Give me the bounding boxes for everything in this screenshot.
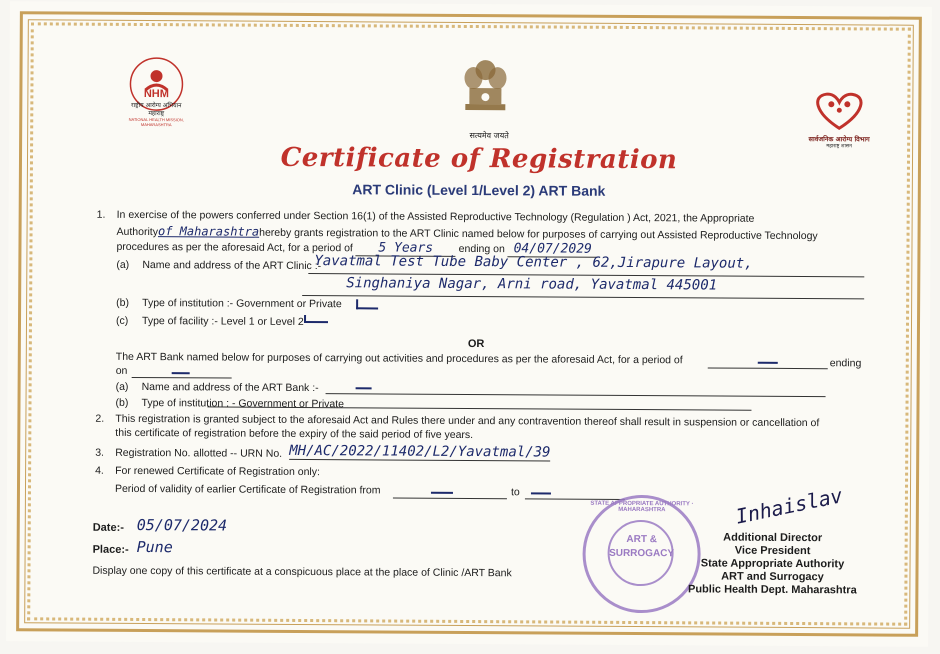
c-text: Type of facility :- Level 1 or Level 2 [141, 315, 304, 328]
p1-period-handwritten: 5 Years [356, 241, 456, 257]
signatory-line5: Public Health Dept. Maharashtra [687, 583, 857, 597]
signatory-line1: Additional Director [723, 531, 823, 545]
p3-text: Registration No. allotted -- URN No. [115, 446, 283, 460]
p1-number: 1. [96, 208, 106, 221]
clinic-name-handwritten: Yavatmal Test Tube Baby Center , 62,Jirapure Layout, [314, 253, 753, 272]
bb-label: (b) [115, 396, 129, 409]
p4-line2: Period of validity of earlier Certificate of Registration from [114, 482, 381, 497]
display-note: Display one copy of this certificate at a conspicuous place at the place of Clinic /ART Bank [92, 564, 512, 580]
p3-number: 3. [95, 446, 105, 459]
public-health-logo [804, 88, 874, 152]
nhm-logo [121, 54, 191, 128]
certificate-sheet [6, 1, 932, 647]
p1-period-label: procedures as per the aforesaid Act, for a period of [116, 240, 353, 255]
or-divider: OR [467, 337, 485, 351]
bank-line1: The ART Bank named below for purposes of carrying out activities and procedures as per the aforesaid Act, for a period of [115, 350, 683, 367]
signature-handwritten: Inhaislav [733, 483, 845, 529]
p1-authority-handwritten: of Maharashtra [157, 224, 260, 239]
bb-text: Type of institution : - Government or Private [141, 397, 345, 411]
place-handwritten: Pune [136, 537, 173, 557]
ba-label: (a) [115, 380, 129, 393]
p1-ending-handwritten: 04/07/2029 [508, 242, 598, 258]
bank-ending-label: ending [829, 357, 862, 370]
stamp-center-line1: ART & [626, 533, 658, 546]
signatory-line4: ART and Surrogacy [721, 570, 824, 584]
validity-to-dash [531, 492, 551, 494]
p2-number: 2. [95, 412, 105, 425]
signatory-line2: Vice President [734, 544, 811, 558]
certificate-subtitle: ART Clinic (Level 1/Level 2) ART Bank [352, 181, 606, 199]
stamp-center-line2: SURROGACY [609, 547, 675, 560]
bank-name-dash [356, 387, 372, 389]
level2-check-mark [304, 315, 328, 323]
date-handwritten: 05/07/2024 [136, 515, 228, 535]
bank-on-label: on [115, 364, 128, 377]
emblem-motto: सत्यमेव जयते [469, 130, 509, 141]
validity-from-dash [431, 492, 453, 494]
a-text: Name and address of the ART Clinic :- [142, 259, 322, 273]
public-health-logo-text: सार्वजनिक आरोग्य विभाग [808, 135, 870, 144]
p1-ending-label: ending on [458, 242, 505, 256]
bank-on-dash [172, 372, 190, 374]
p2-line2: this certificate of registration before the expiry of the said period of five years. [115, 426, 474, 442]
p4-line1: For renewed Certificate of Registration only: [115, 464, 320, 479]
signatory-line3: State Appropriate Authority [700, 557, 845, 571]
nhm-logo-text: NHM [143, 88, 169, 101]
bank-period-dash [758, 362, 778, 364]
p1-line2-rest: hereby grants registration to the ART Clinic named below for purposes of carrying out Assisted Reproductive Technology [259, 226, 818, 243]
ba-text: Name and address of the ART Bank :- [141, 381, 319, 395]
date-label: Date:- [92, 521, 124, 534]
certificate-title: Certificate of Registration [280, 142, 678, 176]
b-text: Type of institution :- Government or Private [142, 297, 342, 311]
place-label: Place:- [92, 543, 129, 556]
clinic-address-handwritten: Singhaniya Nagar, Arni road, Yavatmal 445001 [346, 275, 718, 294]
urn-number-handwritten: MH/AC/2022/11402/L2/Yavatmal/39 [289, 442, 551, 461]
c-label: (c) [115, 314, 129, 327]
b-label: (b) [116, 296, 130, 309]
signatory-block [682, 531, 862, 597]
nhm-logo-subtext: राष्ट्रीय आरोग्य अभियान [131, 101, 182, 110]
private-check-mark [356, 299, 378, 309]
p1-line1: In exercise of the powers conferred under Section 16(1) of the Assisted Reproductive Technology (Regulation ) Act, 2021, the Appropriate [116, 208, 755, 225]
nhm-logo-subtext-2: महाराष्ट्र [148, 110, 165, 118]
p1-authority-label: Authority [116, 225, 159, 239]
nhm-logo-ring-text: NATIONAL HEALTH MISSION, MAHARASHTRA [128, 116, 184, 128]
stamp-ring-text: STATE APPROPRIATE AUTHORITY · MAHARASHTRA [590, 500, 694, 514]
p2-line1: This registration is granted subject to the aforesaid Act and Rules there under and any contravention thereof shall result in suspension or cancellation of [115, 412, 820, 430]
validity-to-label: to [510, 486, 520, 499]
national-emblem-icon [457, 54, 513, 136]
public-health-logo-subtext: महाराष्ट्र शासन [826, 143, 852, 150]
a-label: (a) [116, 258, 130, 271]
p4-number: 4. [95, 464, 104, 477]
